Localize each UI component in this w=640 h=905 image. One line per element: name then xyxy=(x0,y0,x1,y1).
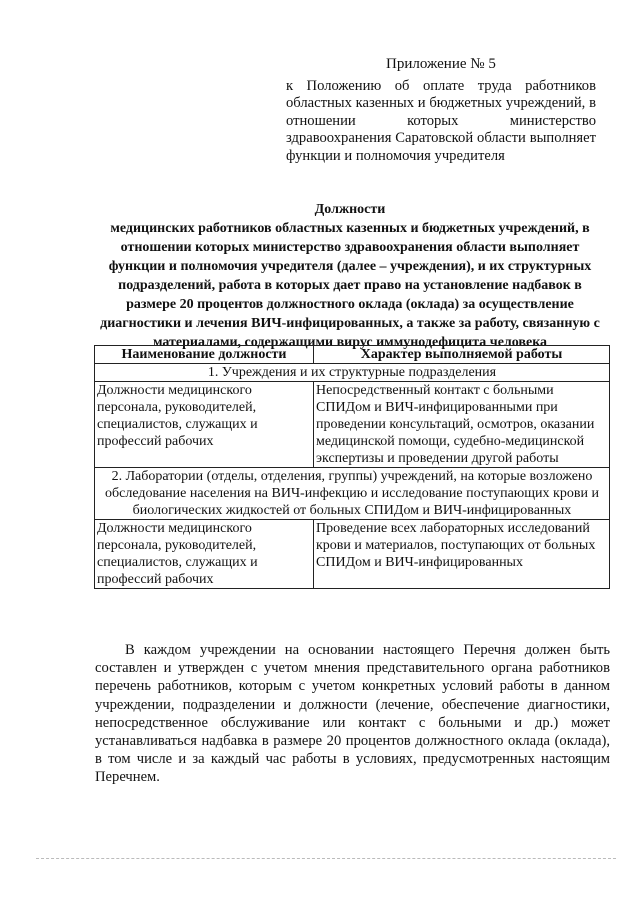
work-cell: Проведение всех лабораторных исследований крови и материалов, поступающих от больных СПИДом и ВИЧ-инфицированных xyxy=(314,520,610,589)
table-header-row xyxy=(95,346,610,364)
section-row xyxy=(95,364,610,382)
header-work: Характер выполняемой работы xyxy=(314,346,610,364)
table-row xyxy=(95,520,610,589)
section-title: 1. Учреждения и их структурные подразделения xyxy=(95,364,610,382)
appendix-text: к Положению об оплате труда работников областных казенных и бюджетных учреждений, в отношении которых министерство здравоохранения Саратовской области выполняет функции и полномочия учредителя xyxy=(286,77,596,164)
positions-table xyxy=(94,345,610,589)
position-cell: Должности медицинского персонала, руководителей, специалистов, служащих и профессий рабочих xyxy=(95,382,314,468)
table-row xyxy=(95,382,610,468)
work-cell: Непосредственный контакт с больными СПИДом и ВИЧ-инфицированными при проведении консультаций, осмотров, оказании медицинской помощи, судебно-медицинской экспертизы и проведении другой работы xyxy=(314,382,610,468)
body-paragraph: В каждом учреждении на основании настоящего Перечня должен быть составлен и утвержден с учетом мнения представительного органа работников перечень работников, которым с учетом конкретных условий работы в данном учреждении, подразделении и должности (лечение, обеспечение диагностики, непосредственное обслуживание или контакт с больными и др.) может устанавливаться надбавка в размере 20 процентов должностного оклада (оклада), в том числе и за каждый час работы в условиях, предусмотренных настоящим Перечнем. xyxy=(95,642,610,786)
document-title xyxy=(92,200,608,352)
page-footer-divider xyxy=(36,858,616,859)
position-cell: Должности медицинского персонала, руководителей, специалистов, служащих и профессий рабочих xyxy=(95,520,314,589)
section-row xyxy=(95,468,610,520)
header-position: Наименование должности xyxy=(95,346,314,364)
section-title: 2. Лаборатории (отделы, отделения, группы) учреждений, на которые возложено обследование населения на ВИЧ-инфекцию и исследование поступающих крови и биологических жидкостей от больных СПИДом и ВИЧ-инфицированных xyxy=(95,468,610,520)
appendix-number: Приложение № 5 xyxy=(386,56,496,72)
title-subtitle: медицинских работников областных казенных и бюджетных учреждений, в отношении которых министерство здравоохранения области выполняет функции и полномочия учредителя (далее – учреждения), и их структурных подразделений, работа в которых дает право на установление надбавок в размере 20 процентов должностного оклада (оклада) за осуществление диагностики и лечения ВИЧ-инфицированных, а также за работу, связанную с материалами, содержащими вирус иммунодефицита человека xyxy=(100,221,600,350)
title-heading: Должности xyxy=(314,202,386,217)
appendix-header xyxy=(286,56,596,166)
